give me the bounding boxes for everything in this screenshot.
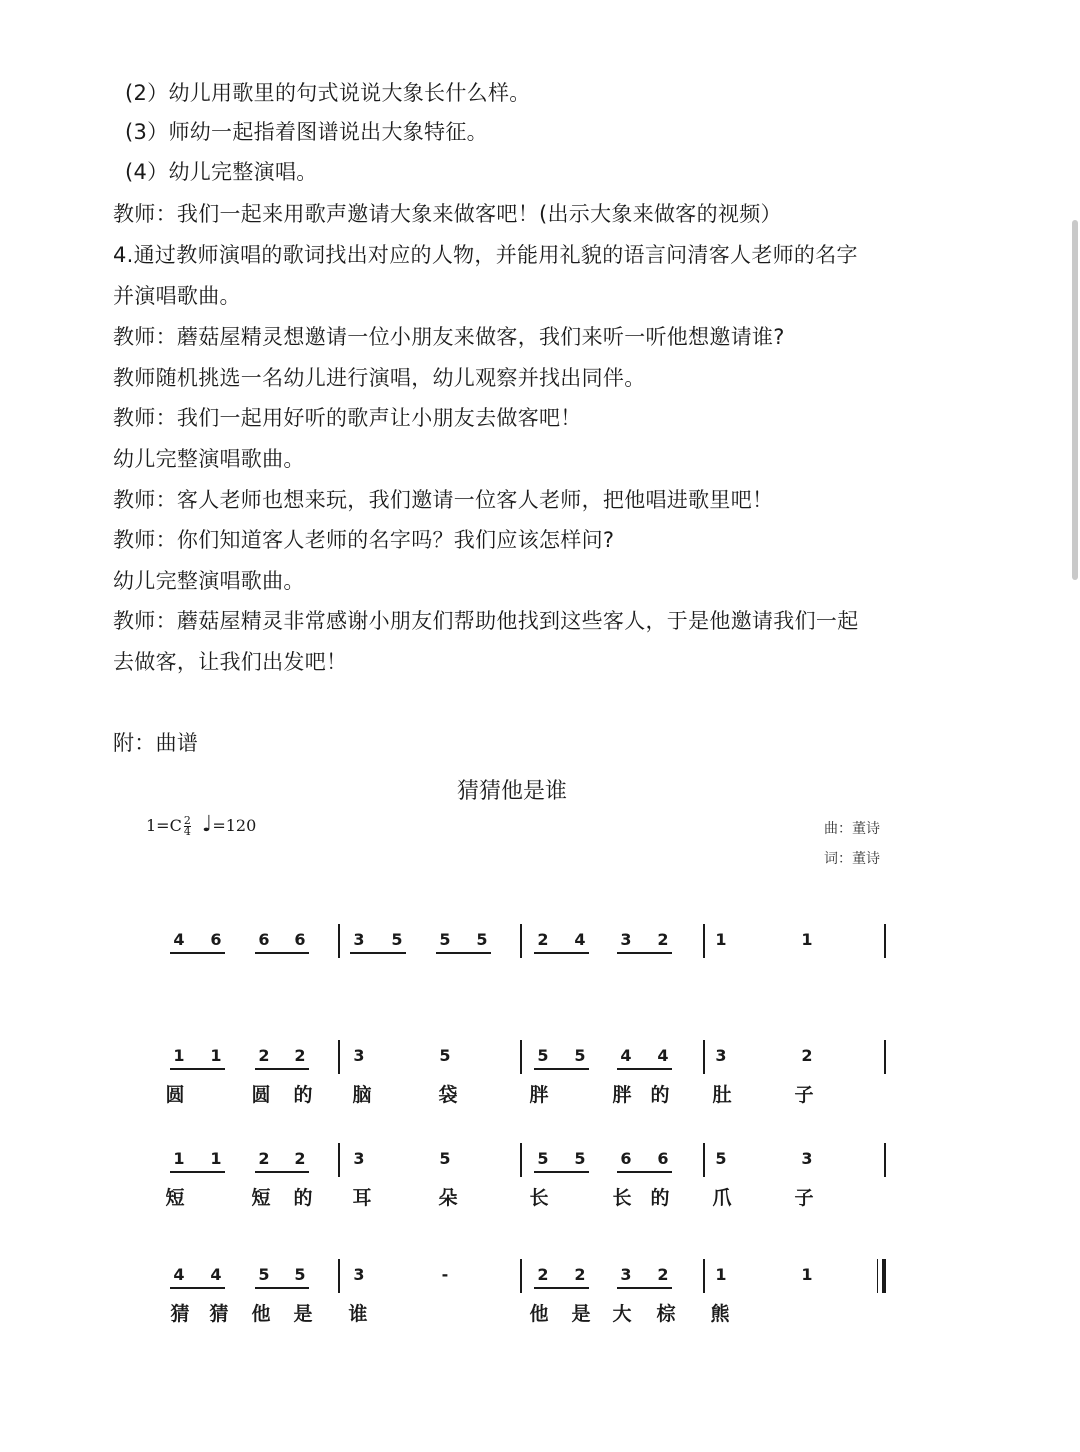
paragraph: 教师：你们知道客人老师的名字吗？我们应该怎样问? (113, 528, 615, 552)
lyricist: 词：董诗 (824, 851, 880, 867)
score-line (0, 930, 1080, 990)
note: 3 (801, 1149, 813, 1168)
note: 5 (476, 930, 488, 949)
time-signature (184, 816, 191, 837)
beam-line (170, 1287, 225, 1289)
score-line (0, 1265, 1080, 1325)
time-denominator: 4 (183, 825, 191, 838)
beam-line (170, 1171, 225, 1173)
bar-line (520, 1259, 522, 1293)
note-dash: - (441, 1265, 449, 1284)
scrollbar[interactable] (1072, 220, 1078, 580)
note: 5 (715, 1149, 727, 1168)
bar-line (703, 1143, 705, 1177)
note: 6 (258, 930, 270, 949)
lyric: 胖 (529, 1084, 549, 1106)
lyric: 长 (612, 1187, 632, 1209)
lyric: 脑 (352, 1084, 372, 1106)
note: 3 (620, 930, 632, 949)
note: 5 (574, 1149, 586, 1168)
song-title: 猜猜他是谁 (456, 779, 567, 804)
beam-line (534, 1287, 589, 1289)
note: 2 (574, 1265, 586, 1284)
note: 5 (294, 1265, 306, 1284)
bar-line (703, 1040, 705, 1074)
appendix-label: 附：曲谱 (113, 731, 199, 755)
note: 2 (657, 1265, 669, 1284)
lyric: 猜 (209, 1303, 229, 1325)
note: 1 (801, 930, 813, 949)
lyric: 他 (529, 1303, 549, 1325)
paragraph: 教师：客人老师也想来玩，我们邀请一位客人老师，把他唱进歌里吧！ (113, 488, 774, 512)
lyric: 长 (529, 1187, 549, 1209)
bar-line (338, 924, 340, 958)
note: 5 (258, 1265, 270, 1284)
beam-line (170, 952, 225, 954)
lyric: 子 (794, 1084, 814, 1106)
paragraph: 幼儿完整演唱歌曲。 (113, 569, 305, 593)
note: 1 (210, 1149, 222, 1168)
note: 4 (173, 1265, 185, 1284)
note: 3 (715, 1046, 727, 1065)
lyric: 是 (293, 1303, 313, 1325)
note: 5 (439, 1149, 451, 1168)
paragraph: 4.通过教师演唱的歌词找出对应的人物，并能用礼貌的语言问清客人老师的名字 (113, 243, 858, 267)
note: 6 (657, 1149, 669, 1168)
end-bar-line (884, 924, 886, 958)
beam-line (617, 1287, 672, 1289)
paragraph: 幼儿完整演唱歌曲。 (113, 447, 305, 471)
lyric: 短 (251, 1187, 271, 1209)
key-signature (146, 812, 256, 837)
lyric: 胖 (612, 1084, 632, 1106)
paragraph: (3）师幼一起指着图谱说出大象特征。 (125, 120, 488, 144)
lyric: 朵 (438, 1187, 458, 1209)
beam-line (255, 952, 309, 954)
beam-line (617, 1171, 672, 1173)
lyric: 袋 (438, 1084, 458, 1106)
note: 2 (537, 930, 549, 949)
bar-line (338, 1143, 340, 1177)
beam-line (534, 1068, 589, 1070)
note: 5 (391, 930, 403, 949)
lyric: 的 (650, 1187, 670, 1209)
note: 3 (353, 1046, 365, 1065)
beam-line (436, 952, 491, 954)
note: 3 (620, 1265, 632, 1284)
beam-line (534, 1171, 589, 1173)
note: 2 (258, 1046, 270, 1065)
time-numerator: 2 (183, 814, 191, 827)
lyric: 的 (650, 1084, 670, 1106)
end-bar-line (884, 1143, 886, 1177)
lyric: 肚 (712, 1084, 732, 1106)
beam-line (350, 952, 406, 954)
lyric: 是 (571, 1303, 591, 1325)
tempo: =120 (212, 816, 257, 835)
lyric: 大 (612, 1303, 632, 1325)
bar-line (520, 1040, 522, 1074)
note: 3 (353, 1149, 365, 1168)
paragraph: 教师：我们一起来用歌声邀请大象来做客吧！(出示大象来做客的视频） (113, 202, 782, 226)
lyric: 的 (293, 1187, 313, 1209)
note: 4 (574, 930, 586, 949)
note: 3 (353, 1265, 365, 1284)
bar-line (338, 1259, 340, 1293)
bar-line (703, 1259, 705, 1293)
note: 2 (657, 930, 669, 949)
beam-line (170, 1068, 225, 1070)
lyric: 短 (165, 1187, 185, 1209)
quarter-note-icon: ♩ (201, 812, 213, 837)
note: 2 (294, 1046, 306, 1065)
lyric: 耳 (352, 1187, 372, 1209)
note: 3 (353, 930, 365, 949)
beam-line (255, 1287, 309, 1289)
lyric: 他 (251, 1303, 271, 1325)
beam-line (617, 1068, 672, 1070)
note: 2 (801, 1046, 813, 1065)
paragraph: 去做客，让我们出发吧！ (113, 650, 348, 674)
paragraph: (2）幼儿用歌里的句式说说大象长什么样。 (125, 81, 531, 105)
note: 1 (173, 1149, 185, 1168)
bar-line (703, 924, 705, 958)
beam-line (255, 1171, 309, 1173)
lyric: 猜 (170, 1303, 190, 1325)
paragraph: 教师：蘑菇屋精灵想邀请一位小朋友来做客，我们来听一听他想邀请谁? (113, 325, 785, 349)
final-bar-line (882, 1259, 886, 1293)
note: 6 (294, 930, 306, 949)
note: 4 (210, 1265, 222, 1284)
note: 1 (173, 1046, 185, 1065)
note: 1 (715, 930, 727, 949)
note: 5 (439, 930, 451, 949)
bar-line (520, 1143, 522, 1177)
lyric: 的 (293, 1084, 313, 1106)
note: 6 (620, 1149, 632, 1168)
beam-line (617, 952, 672, 954)
lyric: 圆 (251, 1084, 271, 1106)
lyric: 子 (794, 1187, 814, 1209)
note: 2 (258, 1149, 270, 1168)
score-line (0, 1046, 1080, 1106)
final-bar-thin (877, 1259, 878, 1293)
lyric: 谁 (348, 1303, 368, 1325)
note: 2 (537, 1265, 549, 1284)
key: 1=C (146, 816, 182, 835)
note: 5 (439, 1046, 451, 1065)
paragraph: 教师随机挑选一名幼儿进行演唱，幼儿观察并找出同伴。 (113, 366, 646, 390)
end-bar-line (884, 1040, 886, 1074)
paragraph: 并演唱歌曲。 (113, 284, 241, 308)
paragraph: 教师：我们一起用好听的歌声让小朋友去做客吧！ (113, 406, 582, 430)
lyric: 爪 (712, 1187, 732, 1209)
note: 5 (574, 1046, 586, 1065)
bar-line (338, 1040, 340, 1074)
lyric: 棕 (656, 1303, 676, 1325)
note: 5 (537, 1149, 549, 1168)
paragraph: 教师：蘑菇屋精灵非常感谢小朋友们帮助他找到这些客人，于是他邀请我们一起 (113, 609, 859, 633)
note: 5 (537, 1046, 549, 1065)
score-line (0, 1149, 1080, 1209)
paragraph: (4）幼儿完整演唱。 (125, 160, 318, 184)
lyric: 圆 (165, 1084, 185, 1106)
note: 1 (210, 1046, 222, 1065)
bar-line (520, 924, 522, 958)
lyric: 熊 (710, 1303, 730, 1325)
note: 1 (715, 1265, 727, 1284)
note: 4 (657, 1046, 669, 1065)
note: 6 (210, 930, 222, 949)
composer: 曲：董诗 (824, 821, 880, 837)
beam-line (255, 1068, 309, 1070)
note: 4 (620, 1046, 632, 1065)
beam-line (534, 952, 589, 954)
note: 2 (294, 1149, 306, 1168)
note: 1 (801, 1265, 813, 1284)
note: 4 (173, 930, 185, 949)
